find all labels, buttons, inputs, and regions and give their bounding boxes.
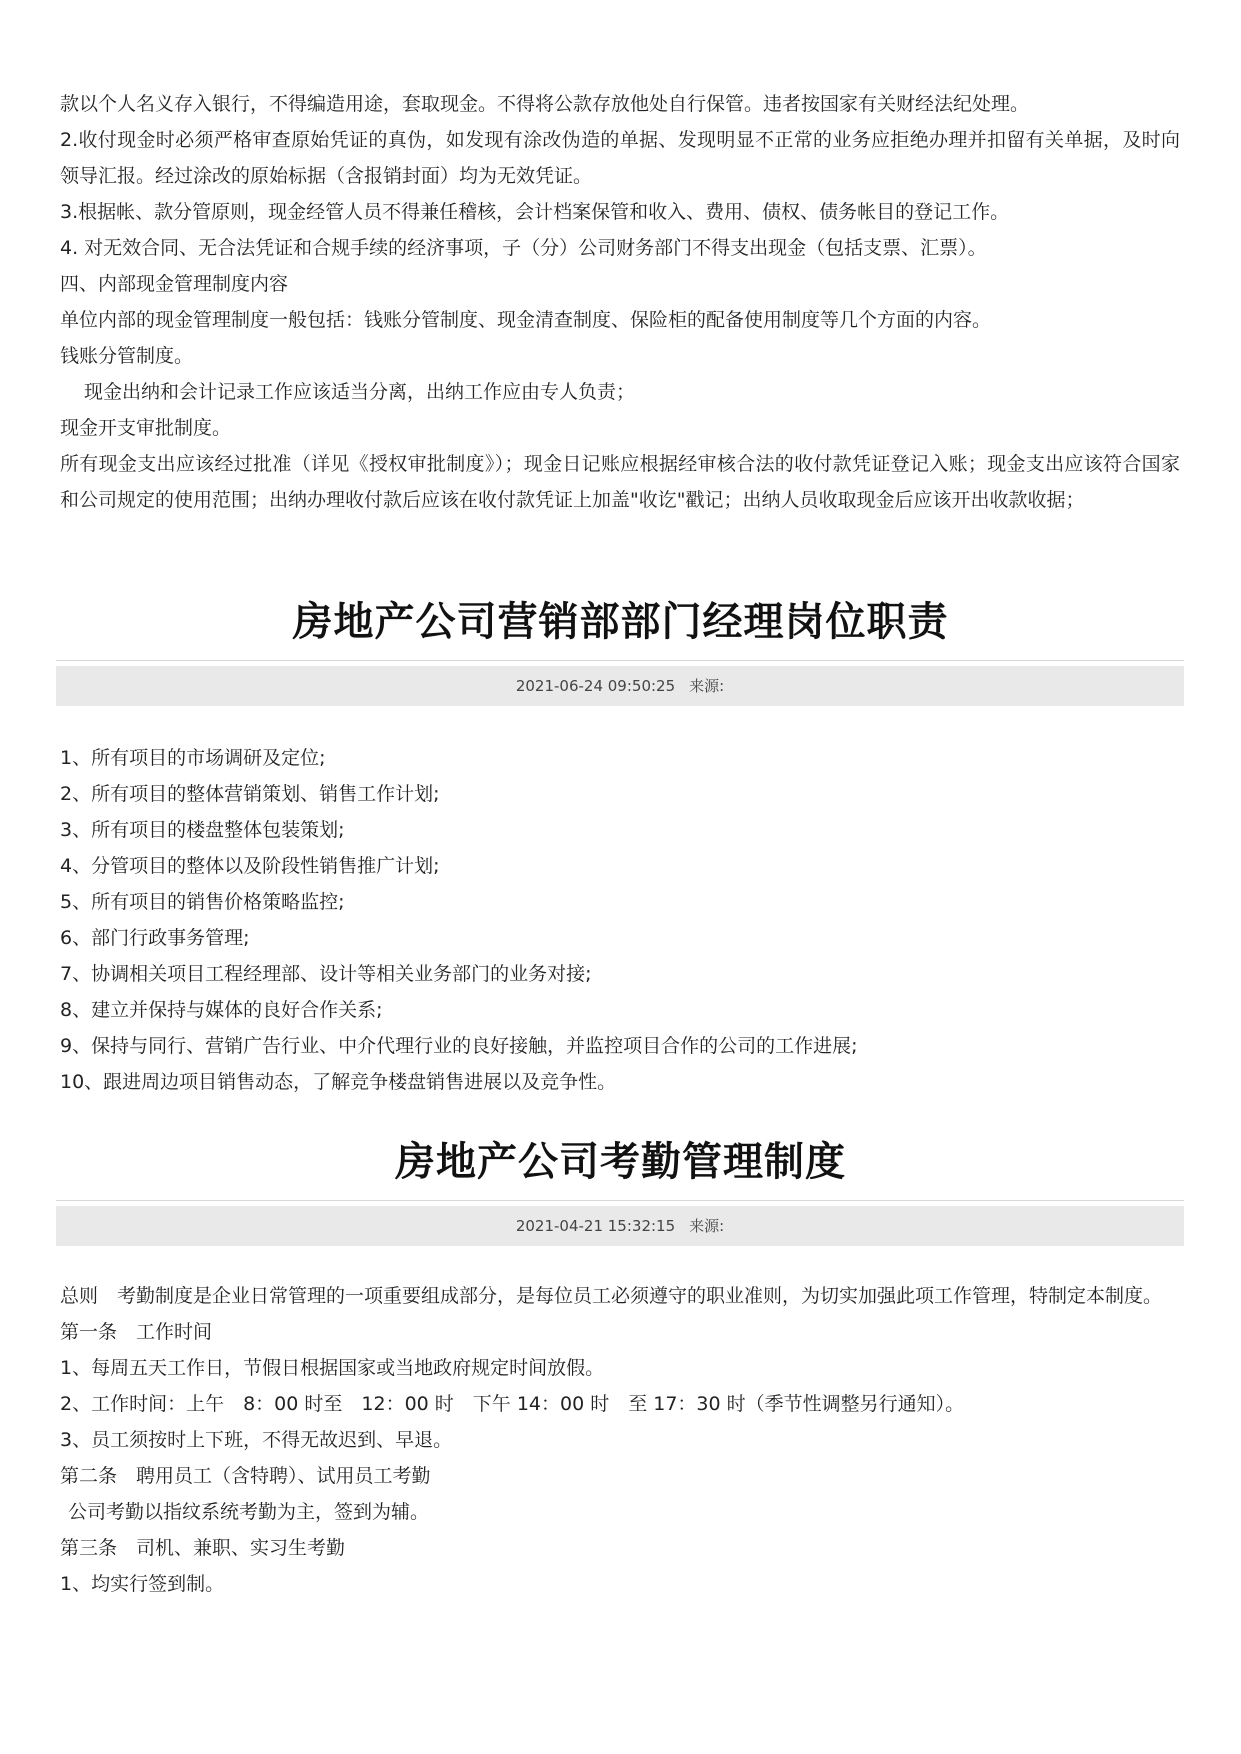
list-item: 7、协调相关项目工程经理部、设计等相关业务部门的业务对接; xyxy=(60,963,592,985)
paragraph: 现金开支审批制度。 xyxy=(60,417,232,439)
list-item: 8、建立并保持与媒体的良好合作关系; xyxy=(60,999,383,1021)
paragraph: 2、工作时间：上午 8：00 时至 12：00 时 下午 14：00 时 至 17：30 时（季节性调整另行通知）。 xyxy=(60,1393,965,1415)
title-divider xyxy=(56,1200,1184,1201)
title-divider xyxy=(56,660,1184,661)
article-meta-bar xyxy=(56,666,1184,706)
section-heading: 第一条 工作时间 xyxy=(60,1321,213,1343)
paragraph: 2.收付现金时必须严格审查原始凭证的真伪，如发现有涂改伪造的单据、发现明显不正常的业务应拒绝办理并扣留有关单据，及时向领导汇报。经过涂改的原始标据（含报销封面）均为无效凭证。 xyxy=(60,129,1180,187)
article-source-label: 来源: xyxy=(689,1217,725,1235)
list-item: 3、所有项目的楼盘整体包装策划; xyxy=(60,819,345,841)
article-date: 2021-04-21 15:32:15 xyxy=(515,1217,676,1235)
paragraph: 3、员工须按时上下班，不得无故迟到、早退。 xyxy=(60,1429,453,1451)
section-heading: 第二条 聘用员工（含特聘）、试用员工考勤 xyxy=(60,1465,431,1487)
paragraph: 现金出纳和会计记录工作应该适当分离，出纳工作应由专人负责； xyxy=(84,381,636,403)
paragraph: 1、均实行签到制。 xyxy=(60,1573,225,1595)
list-item: 10、跟进周边项目销售动态，了解竞争楼盘销售进展以及竞争性。 xyxy=(60,1071,617,1093)
paragraph: 钱账分管制度。 xyxy=(60,345,194,367)
article-body xyxy=(60,740,1180,1100)
article-source-label: 来源: xyxy=(689,677,725,695)
paragraph: 总则 考勤制度是企业日常管理的一项重要组成部分，是每位员工必须遵守的职业准则，为切实加强此项工作管理，特制定本制度。 xyxy=(60,1285,1163,1307)
section-heading: 四、内部现金管理制度内容 xyxy=(60,273,289,295)
article-title: 房地产公司营销部部门经理岗位职责 xyxy=(292,599,949,645)
list-item: 6、部门行政事务管理; xyxy=(60,927,250,949)
paragraph: 所有现金支出应该经过批准（详见《授权审批制度》）；现金日记账应根据经审核合法的收付款凭证登记入账；现金支出应该符合国家和公司规定的使用范围；出纳办理收付款后应该在收付款凭证上加盖"收讫"戳记；出纳人员收取现金后应该开出收款收据； xyxy=(60,453,1180,511)
paragraph: 公司考勤以指纹系统考勤为主，签到为辅。 xyxy=(68,1501,430,1523)
cash-management-section xyxy=(60,86,1180,518)
list-item: 5、所有项目的销售价格策略监控; xyxy=(60,891,345,913)
article-title: 房地产公司考勤管理制度 xyxy=(395,1139,846,1185)
paragraph: 4. 对无效合同、无合法凭证和合规手续的经济事项，子（分）公司财务部门不得支出现金（包括支票、汇票）。 xyxy=(60,237,987,259)
article-meta-bar xyxy=(56,1206,1184,1246)
paragraph: 单位内部的现金管理制度一般包括：钱账分管制度、现金清查制度、保险柜的配备使用制度等几个方面的内容。 xyxy=(60,309,992,331)
section-heading: 第三条 司机、兼职、实习生考勤 xyxy=(60,1537,346,1559)
article-body xyxy=(60,1278,1180,1602)
list-item: 4、分管项目的整体以及阶段性销售推广计划; xyxy=(60,855,440,877)
list-item: 1、所有项目的市场调研及定位; xyxy=(60,747,326,769)
list-item: 2、所有项目的整体营销策划、销售工作计划; xyxy=(60,783,440,805)
paragraph: 3.根据帐、款分管原则，现金经管人员不得兼任稽核，会计档案保管和收入、费用、债权、债务帐目的登记工作。 xyxy=(60,201,1010,223)
paragraph: 款以个人名义存入银行，不得编造用途，套取现金。不得将公款存放他处自行保管。违者按国家有关财经法纪处理。 xyxy=(60,93,1030,115)
article-date: 2021-06-24 09:50:25 xyxy=(515,677,676,695)
paragraph: 1、每周五天工作日，节假日根据国家或当地政府规定时间放假。 xyxy=(60,1357,605,1379)
list-item: 9、保持与同行、营销广告行业、中介代理行业的良好接触，并监控项目合作的公司的工作进展; xyxy=(60,1035,858,1057)
